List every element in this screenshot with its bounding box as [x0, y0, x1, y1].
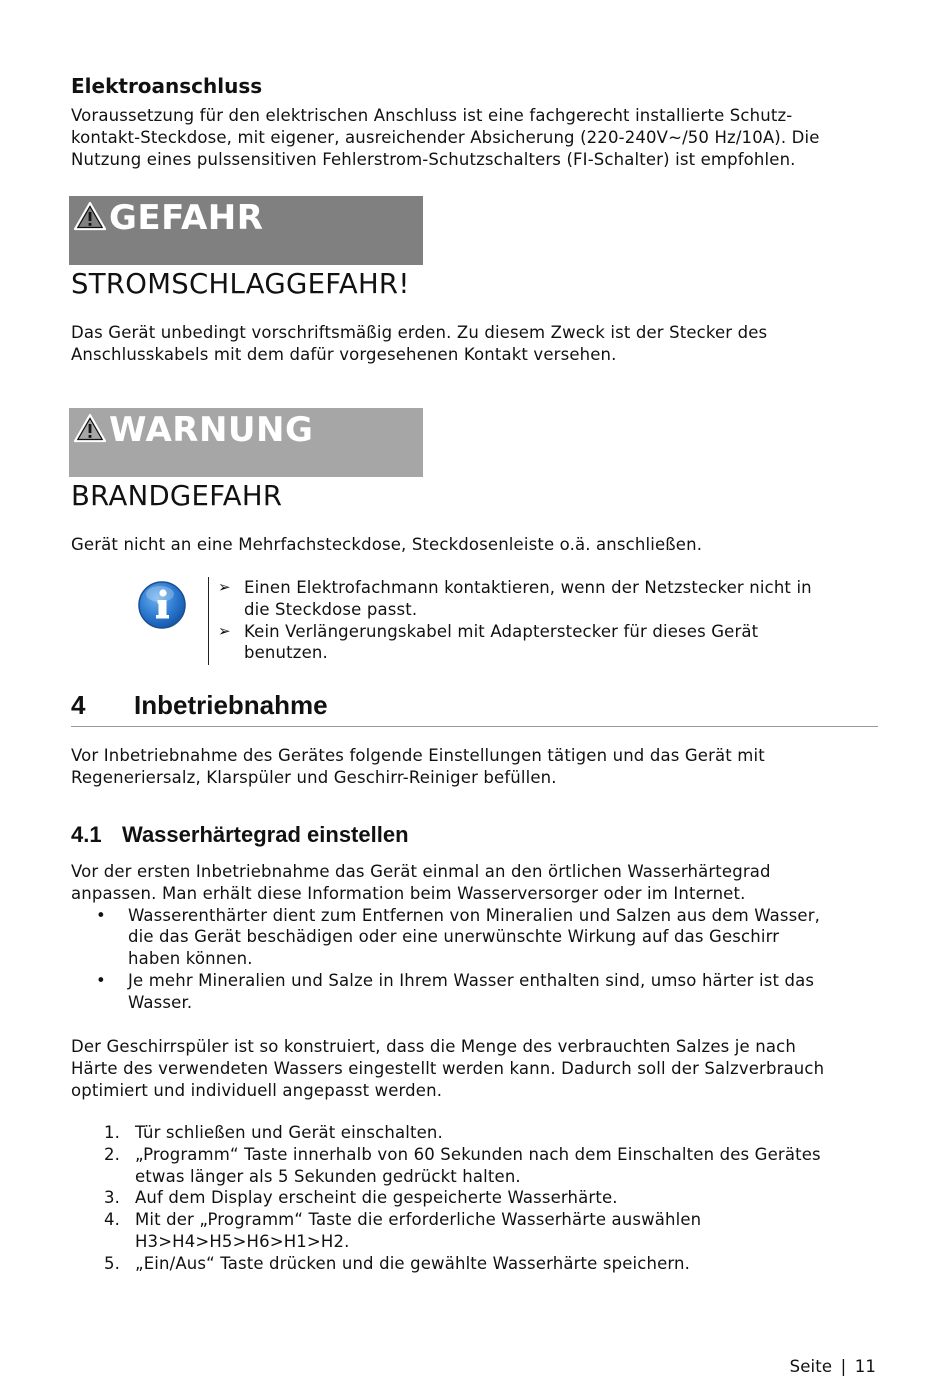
gefahr-label: GEFAHR: [109, 198, 264, 238]
text-line: Kein Verlängerungskabel mit Adapterstecker für dieses Gerät: [244, 621, 759, 641]
footer-label: Seite: [789, 1357, 833, 1376]
step-number: 5.: [104, 1253, 121, 1273]
text-line: Anschlusskabels mit dem dafür vorgesehenen Kontakt versehen.: [71, 344, 617, 364]
gefahr-subtitle: STROMSCHLAGGEFAHR!: [71, 268, 410, 300]
step-number: 4.: [104, 1210, 121, 1230]
section-rule: [71, 726, 878, 727]
info-icon: [137, 580, 187, 630]
text-line: Härte des verwendeten Wassers eingestellt werden kann. Dadurch soll der Salzverbrauch: [71, 1058, 825, 1078]
step-number: 1.: [104, 1123, 121, 1142]
bullet: •: [96, 905, 106, 925]
text-line: Wasserenthärter dient zum Entfernen von Mineralien und Salzen aus dem Wasser,: [128, 905, 821, 925]
text-line: Gerät nicht an eine Mehrfachsteckdose, Steckdosenleiste o.ä. anschließen.: [71, 535, 703, 554]
text-line: Nutzung eines pulssensitiven Fehlerstrom-Schutzschalters (FI-Schalter) ist empfohlen.: [71, 149, 796, 169]
bullet: •: [96, 970, 106, 990]
list-item: [71, 1187, 881, 1209]
list-item: [71, 1253, 881, 1275]
text-line: anpassen. Man erhält diese Information beim Wasserversorger oder im Internet.: [71, 883, 746, 903]
arrow-bullet-icon: ➢: [218, 578, 231, 596]
text-line: die das Gerät beschädigen oder eine unerwünschte Wirkung auf das Geschirr: [128, 927, 780, 947]
list-item: [71, 1122, 881, 1144]
text-line: optimiert und individuell angepasst werden.: [71, 1080, 443, 1100]
section-number: 4: [71, 690, 86, 720]
section4-paragraph: [71, 745, 765, 789]
list-item: [71, 970, 881, 1014]
text-line: Der Geschirrspüler ist so konstruiert, dass die Menge des verbrauchten Salzes je nach: [71, 1037, 796, 1056]
section41-bullets: [71, 905, 881, 1014]
list-item: [71, 905, 881, 970]
text-line: haben können.: [128, 949, 253, 969]
text-line: kontakt-Steckdose, mit eigener, ausreichender Absicherung (220-240V~/50 Hz/10A). Die: [71, 127, 820, 147]
page-number: 11: [854, 1357, 876, 1376]
text-line: Mit der „Programm“ Taste die erforderliche Wasserhärte auswählen: [135, 1210, 702, 1230]
page-footer: [790, 1356, 876, 1378]
text-line: Wasser.: [128, 992, 193, 1012]
subsection-title: Wasserhärtegrad einstellen: [122, 822, 409, 847]
subsection-number: 4.1: [71, 822, 102, 847]
text-line: H3>H4>H5>H6>H1>H2.: [135, 1231, 350, 1251]
list-item: [71, 1144, 881, 1188]
footer-separator: |: [840, 1357, 847, 1376]
warning-triangle-icon: [73, 413, 107, 443]
text-line: benutzen.: [244, 643, 328, 663]
text-line: „Ein/Aus“ Taste drücken und die gewählte Wasserhärte speichern.: [135, 1253, 691, 1273]
text-line: Vor der ersten Inbetriebnahme das Gerät einmal an den örtlichen Wasserhärtegrad: [71, 862, 771, 881]
text-line: Einen Elektrofachmann kontaktieren, wenn der Netzstecker nicht in: [244, 578, 812, 597]
text-line: „Programm“ Taste innerhalb von 60 Sekunden nach dem Einschalten des Gerätes: [135, 1144, 821, 1164]
warnung-subtitle: BRANDGEFAHR: [71, 480, 283, 512]
text-line: Auf dem Display erscheint die gespeicherte Wasserhärte.: [135, 1188, 618, 1208]
section41-intro: [71, 861, 771, 905]
elektro-heading: Elektroanschluss: [71, 74, 263, 98]
arrow-bullet-icon: ➢: [218, 621, 231, 640]
warning-triangle-icon: [73, 201, 107, 231]
step-number: 2.: [104, 1144, 121, 1164]
section41-paragraph: [71, 1036, 824, 1101]
warnung-banner: [69, 408, 423, 477]
text-line: Tür schließen und Gerät einschalten.: [135, 1123, 443, 1142]
steps-list: [71, 1122, 881, 1275]
warnung-label: WARNUNG: [109, 410, 314, 450]
text-line: Voraussetzung für den elektrischen Anschluss ist eine fachgerecht installierte Schutz-: [71, 106, 793, 125]
gefahr-banner: [69, 196, 423, 265]
step-number: 3.: [104, 1188, 121, 1208]
text-line: Je mehr Mineralien und Salze in Ihrem Wasser enthalten sind, umso härter ist das: [128, 970, 815, 990]
section-title: Inbetriebnahme: [134, 690, 328, 720]
info-divider: [208, 577, 209, 665]
text-line: die Steckdose passt.: [244, 599, 418, 619]
text-line: Regeneriersalz, Klarspüler und Geschirr-Reiniger befüllen.: [71, 767, 557, 787]
text-line: etwas länger als 5 Sekunden gedrückt halten.: [135, 1166, 521, 1186]
text-line: Das Gerät unbedingt vorschriftsmäßig erden. Zu diesem Zweck ist der Stecker des: [71, 323, 768, 342]
warnung-paragraph: [71, 534, 702, 556]
list-item: [71, 1209, 881, 1253]
elektro-paragraph: [71, 105, 820, 170]
gefahr-paragraph: [71, 322, 767, 366]
text-line: Vor Inbetriebnahme des Gerätes folgende Einstellungen tätigen und das Gerät mit: [71, 746, 765, 765]
